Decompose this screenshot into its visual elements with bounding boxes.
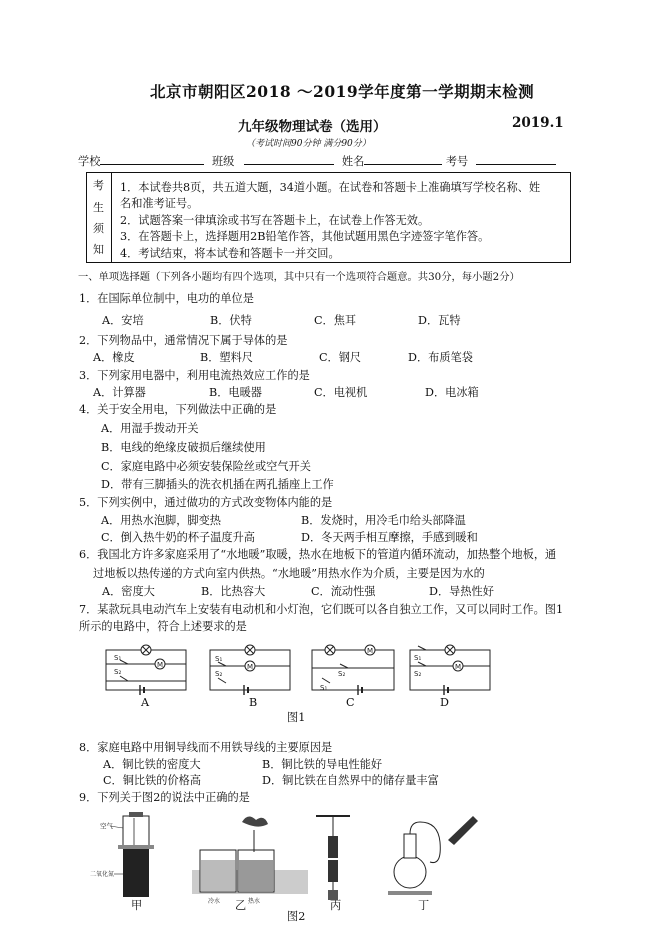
q5-option-d[interactable]: D．冬天两手相互摩擦，手感到暖和 <box>301 531 478 544</box>
info-id: 考号 <box>445 155 469 168</box>
notice-line-1: 1．本试卷共8页，共五道大题，34道小题。在试卷和答题卡上准确填写学校名称、姓 <box>120 181 541 194</box>
q2-stem: 2．下列物品中，通常情况下属于导体的是 <box>79 334 288 347</box>
q7-stem-line2: 所示的电路中，符合上述要求的是 <box>79 620 247 633</box>
fig2-label-bing: 丙 <box>330 899 342 912</box>
q6-option-a[interactable]: A．密度大 <box>102 585 155 598</box>
figure-2-ding <box>388 816 478 895</box>
figure-2-jia <box>90 812 154 897</box>
svg-text:M: M <box>247 663 254 671</box>
exam-title: 北京市朝阳区2018 ～2019学年度第一学期期末检测 <box>150 82 535 101</box>
svg-text:S₁: S₁ <box>114 654 122 662</box>
svg-text:M: M <box>455 663 462 671</box>
info-school: 学校 <box>78 155 101 168</box>
notice-side: 考 生 须 知 <box>87 173 112 262</box>
fig1-label-c[interactable]: C <box>346 696 355 709</box>
q4-option-b[interactable]: B．电线的绝缘皮破损后继续使用 <box>101 441 266 454</box>
notice-box <box>86 172 571 263</box>
id-blank[interactable] <box>476 154 556 165</box>
q5-option-a[interactable]: A．用热水泡脚，脚变热 <box>101 514 221 527</box>
svg-text:二氧化氮: 二氧化氮 <box>90 871 115 878</box>
fig2-label-jia: 甲 <box>131 899 143 912</box>
q2-option-a[interactable]: A．橡皮 <box>93 351 135 364</box>
q5-option-c[interactable]: C．倒入热牛奶的杯子温度升高 <box>101 531 255 544</box>
q4-option-c[interactable]: C．家庭电路中必须安装保险丝或空气开关 <box>101 460 311 473</box>
svg-text:S₂: S₂ <box>215 670 223 678</box>
q1-option-b[interactable]: B．伏特 <box>210 314 252 327</box>
svg-text:S₂: S₂ <box>338 670 346 678</box>
q2-option-c[interactable]: C．钢尺 <box>319 351 362 364</box>
q3-option-d[interactable]: D．电冰箱 <box>425 386 479 399</box>
q2-option-d[interactable]: D．布质笔袋 <box>408 351 473 364</box>
q1-option-c[interactable]: C．焦耳 <box>314 314 357 327</box>
figure-2-caption: 图2 <box>287 910 306 923</box>
notice-line-3: 2．试题答案一律填涂或书写在答题卡上，在试卷上作答无效。 <box>120 214 430 227</box>
q9-stem: 9．下列关于图2的说法中正确的是 <box>79 791 250 804</box>
info-name: 姓名 <box>341 155 365 168</box>
q3-stem: 3．下列家用电器中，利用电流热效应工作的是 <box>79 369 310 382</box>
q1-stem: 1．在国际单位制中，电功的单位是 <box>79 292 254 305</box>
info-class: 班级 <box>211 155 235 168</box>
svg-text:S₁: S₁ <box>215 655 223 663</box>
circuit-d <box>410 645 490 695</box>
fig2-label-ding: 丁 <box>418 899 430 912</box>
fig2-label-yi: 乙 <box>235 899 247 912</box>
q8-option-c[interactable]: C．铜比铁的价格高 <box>103 774 202 787</box>
svg-text:S₁: S₁ <box>414 654 422 662</box>
q6-stem-line2: 过地板以热传递的方式向室内供热。“水地暖”用热水作为介质，主要是因为水的 <box>93 567 485 580</box>
fig1-label-a[interactable]: A <box>141 696 150 709</box>
class-blank[interactable] <box>244 154 334 165</box>
q3-option-b[interactable]: B．电暖器 <box>209 386 262 399</box>
notice-line-2: 名和准考证号。 <box>120 197 199 210</box>
q8-option-b[interactable]: B．铜比铁的导电性能好 <box>262 758 383 771</box>
notice-line-4: 3．在答题卡上，选择题用2B铅笔作答，其他试题用黑色字迹签字笔作答。 <box>120 230 490 243</box>
school-blank[interactable] <box>100 154 204 165</box>
svg-text:M: M <box>367 647 374 655</box>
q8-option-a[interactable]: A．铜比铁的密度大 <box>103 758 201 771</box>
svg-text:S₂: S₂ <box>414 670 422 678</box>
figure-1-caption: 图1 <box>287 711 306 724</box>
q6-stem-line1: 6．我国北方许多家庭采用了“水地暖”取暖，热水在地板下的管道内循环流动，加热整个地板，通 <box>79 548 557 561</box>
figure-2 <box>88 812 488 908</box>
q2-option-b[interactable]: B．塑料尺 <box>200 351 253 364</box>
svg-text:冷水: 冷水 <box>208 898 221 905</box>
figure-2-yi <box>192 816 308 905</box>
svg-text:M: M <box>157 661 164 669</box>
info-line <box>78 153 556 169</box>
fig1-label-b[interactable]: B <box>249 696 258 709</box>
svg-text:热水: 热水 <box>248 898 261 905</box>
name-blank[interactable] <box>364 154 442 165</box>
q7-stem-line1: 7．某款玩具电动汽车上安装有电动机和小灯泡，它们既可以各自独立工作，又可以同时工作。图1 <box>79 603 564 616</box>
q8-option-d[interactable]: D．铜比铁在自然界中的储存量丰富 <box>262 774 439 787</box>
svg-text:空气: 空气 <box>100 822 113 830</box>
fig1-label-d[interactable]: D <box>440 696 449 709</box>
time-note: （考试时间90分钟 满分90分） <box>246 139 371 149</box>
q4-stem: 4．关于安全用电，下列做法中正确的是 <box>79 403 277 416</box>
section-heading: 一、单项选择题（下列各小题均有四个选项，其中只有一个选项符合题意。共30分，每小题2分） <box>78 271 520 283</box>
q4-option-a[interactable]: A．用湿手拨动开关 <box>101 422 199 435</box>
q1-option-a[interactable]: A．安培 <box>102 314 144 327</box>
svg-text:S₂: S₂ <box>114 668 122 676</box>
q6-option-d[interactable]: D．导热性好 <box>429 585 494 598</box>
q1-option-d[interactable]: D．瓦特 <box>418 314 461 327</box>
q3-option-a[interactable]: A．计算器 <box>93 386 146 399</box>
svg-text:S₁: S₁ <box>320 684 328 692</box>
q6-option-c[interactable]: C．流动性强 <box>311 585 376 598</box>
q3-option-c[interactable]: C．电视机 <box>314 386 368 399</box>
q6-option-b[interactable]: B．比热容大 <box>201 585 266 598</box>
exam-date: 2019.1 <box>512 115 564 131</box>
q4-option-d[interactable]: D．带有三脚插头的洗衣机插在两孔插座上工作 <box>101 478 334 491</box>
figure-2-bing <box>316 816 350 900</box>
paper-subtitle: 九年级物理试卷（选用） <box>238 119 387 135</box>
notice-line-5: 4．考试结束，将本试卷和答题卡一并交回。 <box>120 247 340 260</box>
q5-option-b[interactable]: B．发烧时，用冷毛巾给头部降温 <box>301 514 466 527</box>
q5-stem: 5．下列实例中，通过做功的方式改变物体内能的是 <box>79 496 333 509</box>
q8-stem: 8．家庭电路中用铜导线而不用铁导线的主要原因是 <box>79 741 333 754</box>
